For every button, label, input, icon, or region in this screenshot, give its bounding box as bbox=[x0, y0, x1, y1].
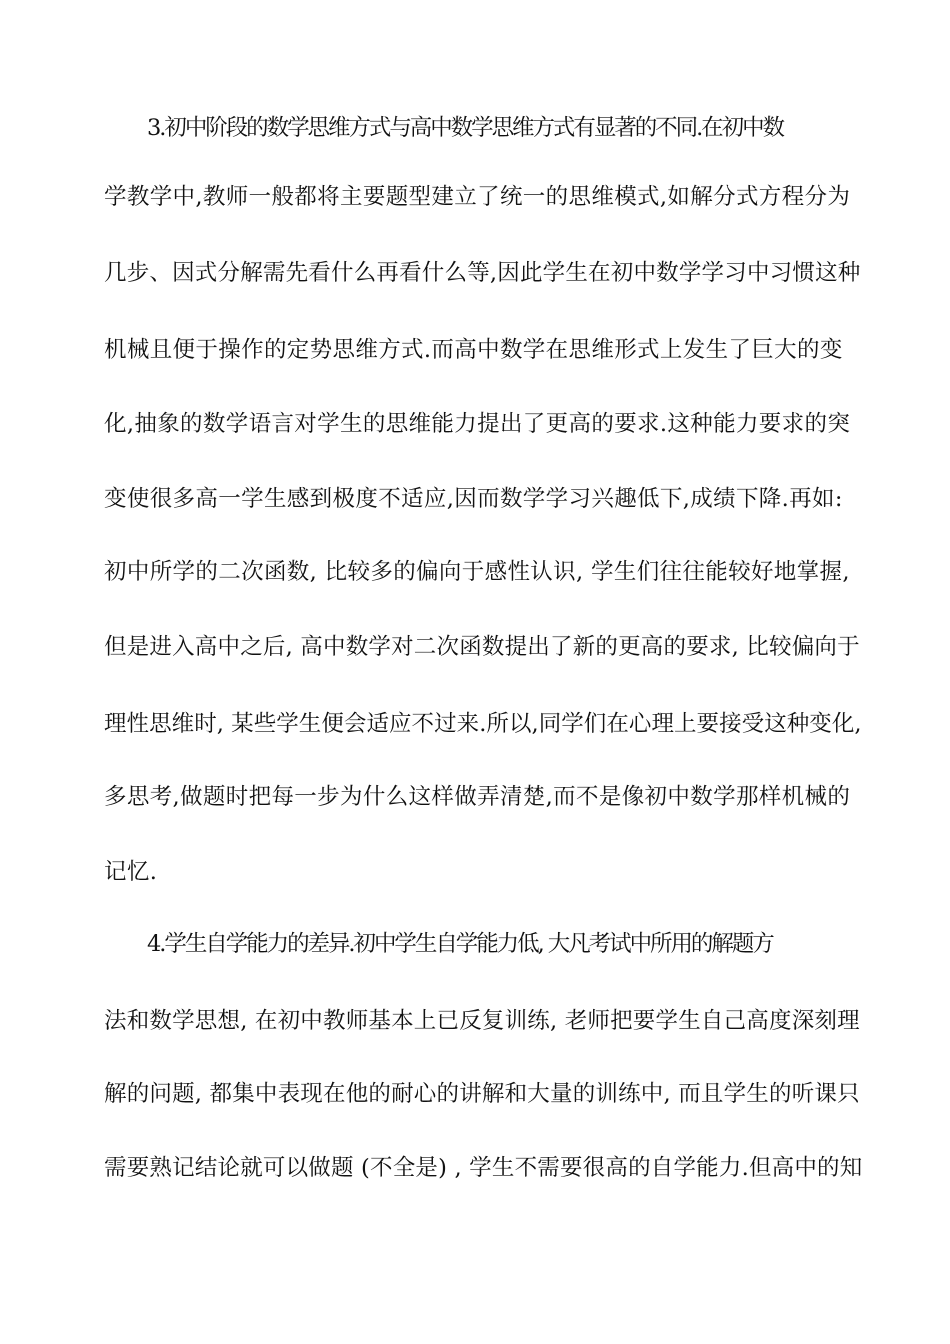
text-line: 理性思维时, 某些学生便会适应不过来.所以,同学们在心理上要接受这种变化, bbox=[104, 711, 862, 737]
text-line: 解的问题, 都集中表现在他的耐心的讲解和大量的训练中, 而且学生的听课只 bbox=[104, 1081, 860, 1107]
text-line: 机械且便于操作的定势思维方式.而高中数学在思维形式上发生了巨大的变 bbox=[104, 337, 843, 363]
text-line: 化,抽象的数学语言对学生的思维能力提出了更高的要求.这种能力要求的突 bbox=[104, 411, 851, 437]
text-line: 4.学生自学能力的差异.初中学生自学能力低, 大凡考试中所用的解题方 bbox=[147, 931, 773, 957]
text-line: 几步、因式分解需先看什么再看什么等,因此学生在初中数学学习中习惯这种 bbox=[104, 260, 861, 286]
text-line: 需要熟记结论就可以做题 (不全是) , 学生不需要很高的自学能力.但高中的知 bbox=[104, 1155, 863, 1181]
text-line: 多思考,做题时把每一步为什么这样做弄清楚,而不是像初中数学那样机械的 bbox=[104, 784, 851, 810]
text-line: 变使很多高一学生感到极度不适应,因而数学学习兴趣低下,成绩下降.再如: bbox=[104, 486, 843, 512]
text-line: 但是进入高中之后, 高中数学对二次函数提出了新的更高的要求, 比较偏向于 bbox=[104, 634, 860, 660]
text-line: 法和数学思想, 在初中教师基本上已反复训练, 老师把要学生自己高度深刻理 bbox=[104, 1008, 860, 1034]
text-line: 学教学中,教师一般都将主要题型建立了统一的思维模式,如解分式方程分为 bbox=[104, 184, 851, 210]
text-line: 记忆. bbox=[104, 859, 158, 885]
text-line: 3.初中阶段的数学思维方式与高中数学思维方式有显著的不同.在初中数 bbox=[147, 115, 783, 141]
text-line: 初中所学的二次函数, 比较多的偏向于感性认识, 学生们往往能较好地掌握, bbox=[104, 559, 850, 585]
